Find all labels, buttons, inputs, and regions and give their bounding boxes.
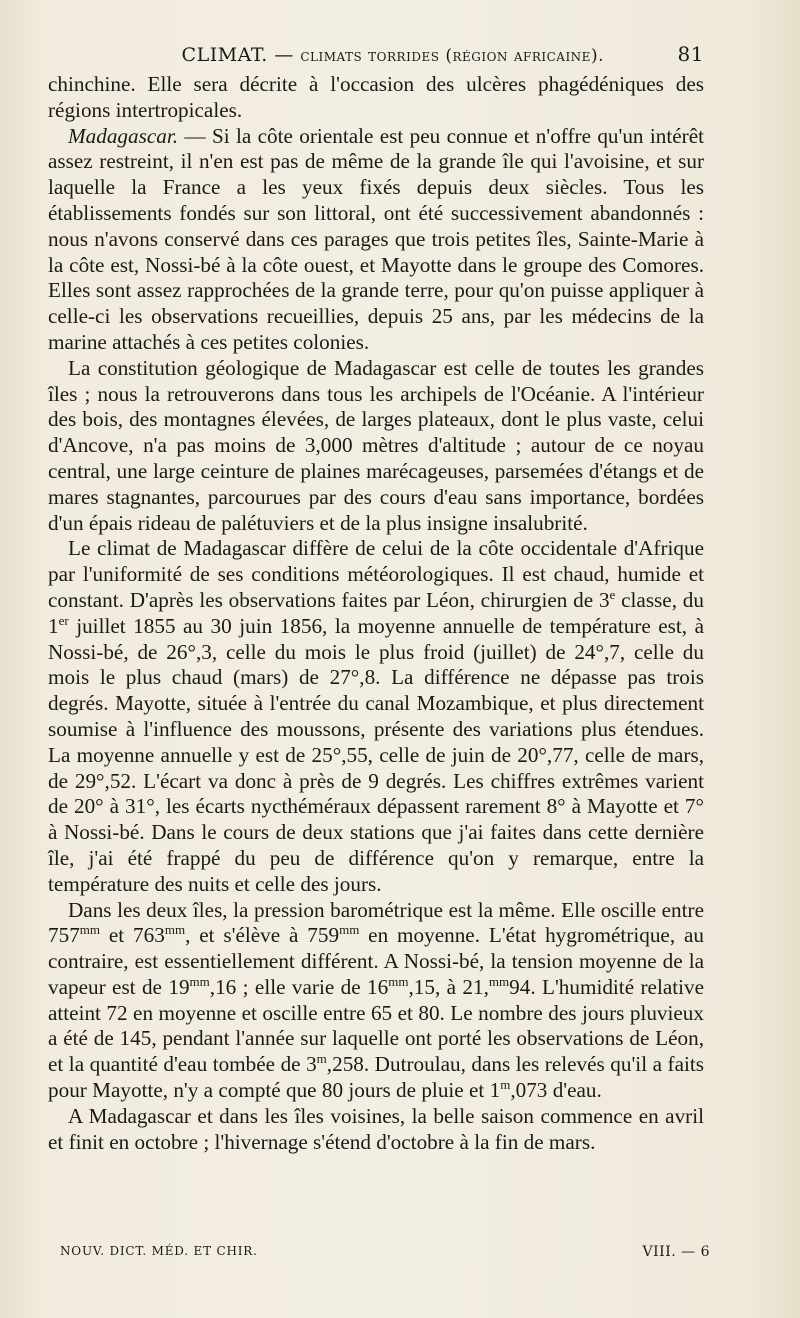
header-dash: — bbox=[274, 44, 294, 66]
paragraph-6: A Madagascar et dans les îles voisines, la belle saison commence en avril et finit en octobre ; l'hivernage s'étend d'octobre à la fin de mars. bbox=[48, 1103, 704, 1154]
page-number: 81 bbox=[677, 42, 704, 66]
footer-signature: VIII. — 6 bbox=[642, 1244, 710, 1260]
header-title: CLIMAT. bbox=[181, 44, 268, 66]
paragraph-3: La constitution géologique de Madagascar est celle de toutes les grandes îles ; nous la retrouverons dans tous les archipels de l'Océanie. A l'intérieur des bois, des montagnes élevées, de larges plateaux, dont le plus vaste, celui d'Ancove, n'a pas moins de 3,000 mètres d'altitude ; autour de ce noyau central, une large ceinture de plaines marécageuses, parsemées d'étangs et de mares stagnantes, parcourues par des cours d'eau sans importance, bordées d'un épais rideau de palétuviers et de la plus insigne insalubrité. bbox=[48, 355, 704, 535]
paragraph-4: Le climat de Madagascar diffère de celui de la côte occidentale d'Afrique par l'uniformité de ses conditions météorologiques. Il est chaud, humide et constant. D'après les observations faites par Léon, chirurgien de 3e classe, du 1er juillet 1855 au 30 juin 1856, la moyenne annuelle de température est, à Nossi-bé, de 26°,3, celle du mois le plus froid (juillet) de 24°,7, celle du mois le plus chaud (mars) de 27°,8. La différence ne dépasse pas trois degrés. Mayotte, située à l'entrée du canal Mozambique, et plus directement soumise à l'influence des moussons, présente des variations plus étendues. La moyenne annuelle y est de 25°,55, celle de juin de 20°,77, celle de mars, de 29°,52. L'écart va donc à près de 9 degrés. Les chiffres extrêmes varient de 20° à 31°, les écarts nycthéméraux dépassent rarement 8° à Mayotte et 7° à Nossi-bé. Dans le cours de deux stations que j'ai faites dans cette dernière île, j'ai été frappé du peu de différence qu'on y remarque, entre la température des nuits et celle des jours. bbox=[48, 536, 704, 896]
header-subtitle: climats torrides (région africaine). bbox=[300, 46, 604, 66]
section-lead-madagascar: Madagascar. bbox=[68, 123, 179, 148]
paragraph-1: chinchine. Elle sera décrite à l'occasion des ulcères phagédéniques des régions intertropicales. bbox=[48, 72, 704, 122]
footer-imprint: NOUV. DICT. MÉD. ET CHIR. bbox=[60, 1244, 258, 1258]
running-title bbox=[48, 44, 678, 66]
page-footer bbox=[60, 1244, 710, 1260]
running-header bbox=[48, 42, 704, 72]
paragraph-5: Dans les deux îles, la pression barométrique est la même. Elle oscille entre $757^{mm}$ et $763^{mm}$, et s'élève à $759^{mm}$ en moyenne. L'état hygrométrique, au contraire, est essentiellement différent. A Nossi-bé, la tension moyenne de la vapeur est de $19^{mm},16$ ; elle varie de $16^{mm},15$, à 21,$^{mm}$94. L'humidité relative atteint 72 en moyenne et oscille entre 65 et 80. Le nombre des jours pluvieux a été de 145, pendant l'année sur laquelle ont porté les observations de Léon, et la quantité d'eau tombée de 3$^m$,258. Dutroulau, dans les relevés qu'il a faits pour Mayotte, n'y a compté que 80 jours de pluie et 1$^m$,073 d'eau. bbox=[48, 897, 705, 1103]
paragraph-2: Madagascar. — Si la côte orientale est peu connue et n'offre qu'un intérêt assez restreint, il n'en est pas de même de la grande île qui l'avoisine, et sur laquelle la France a les yeux fixés depuis deux siècles. Tous les établissements fondés sur son littoral, ont été successivement abandonnés : nous n'avons conservé dans ces parages que trois petites îles, Sainte-Marie à la côte est, Nossi-bé à la côte ouest, et Mayotte dans le groupe des Comores. Elles sont assez rapprochées de la grande terre, pour qu'on puisse appliquer à celle-ci les observations recueillies, depuis 25 ans, par les médecins de la marine attachés à ces petites colonies. bbox=[48, 123, 704, 354]
body-text bbox=[48, 72, 704, 1155]
